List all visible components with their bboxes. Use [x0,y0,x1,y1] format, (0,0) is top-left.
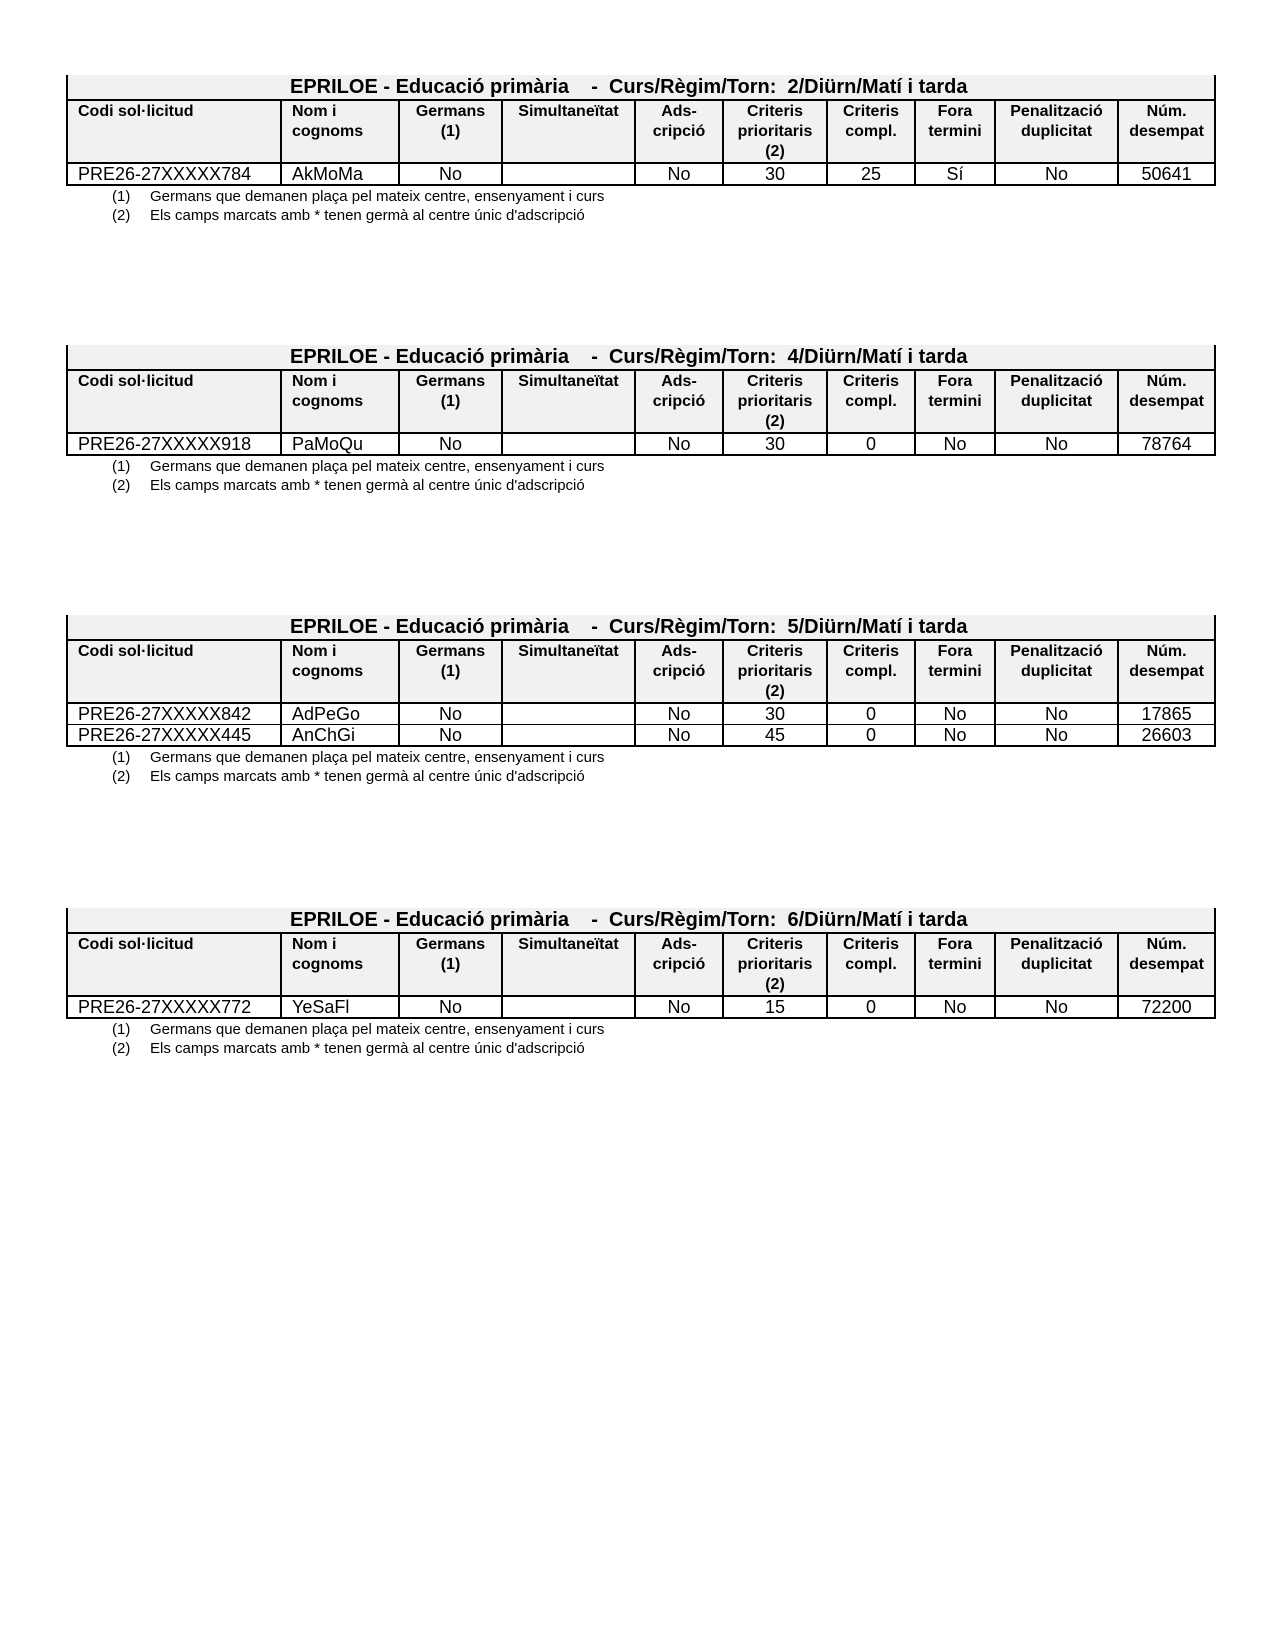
table-title: EPRILOE - Educació primària - Curs/Règim/Torn: 5/Diürn/Matí i tarda [67,615,1215,640]
cell-simultaneitat [502,996,635,1018]
cell-criteris-prioritaris: 15 [723,996,827,1018]
col-header-simultaneitat: Simultaneïtat [502,100,635,163]
table-row [67,996,1215,1018]
footnote-2: (2) Els camps marcats amb * tenen germà al centre únic d'adscripció [112,1040,585,1057]
cell-adscripcio: No [635,725,723,747]
cell-fora-termini: No [915,996,995,1018]
cell-germans: No [399,703,502,725]
col-header-germans: Germans (1) [399,100,502,163]
cell-adscripcio: No [635,996,723,1018]
cell-simultaneitat [502,703,635,725]
table-block-2 [66,345,1214,495]
footnotes [66,1020,1214,1058]
cell-fora-termini: No [915,703,995,725]
col-header-desempat: Núm. desempat [1118,100,1215,163]
cell-criteris-compl: 0 [827,703,915,725]
col-header-penalitzacio: Penalització duplicitat [995,100,1118,163]
col-header-codi: Codi sol·licitud [67,100,281,163]
cell-nom: AdPeGo [281,703,399,725]
col-header-criteris-compl: Criteris compl. [827,933,915,996]
cell-criteris-compl: 0 [827,996,915,1018]
col-header-fora-termini: Fora termini [915,100,995,163]
col-header-simultaneitat: Simultaneïtat [502,933,635,996]
cell-penalitzacio: No [995,433,1118,455]
cell-criteris-prioritaris: 45 [723,725,827,747]
cell-criteris-compl: 0 [827,725,915,747]
col-header-penalitzacio: Penalització duplicitat [995,640,1118,703]
col-header-codi: Codi sol·licitud [67,640,281,703]
cell-germans: No [399,725,502,747]
col-header-criteris-prioritaris: Criteris prioritaris (2) [723,370,827,433]
table-block-4 [66,908,1214,1058]
footnote-2: (2) Els camps marcats amb * tenen germà al centre únic d'adscripció [112,768,585,785]
col-header-criteris-compl: Criteris compl. [827,640,915,703]
col-header-adscripcio: Ads- cripció [635,933,723,996]
cell-adscripcio: No [635,703,723,725]
col-header-nom: Nom i cognoms [281,933,399,996]
footnote-1: (1) Germans que demanen plaça pel mateix centre, ensenyament i curs [112,1021,605,1038]
cell-germans: No [399,163,502,185]
cell-adscripcio: No [635,163,723,185]
col-header-criteris-prioritaris: Criteris prioritaris (2) [723,100,827,163]
applications-table [66,345,1216,456]
col-header-criteris-compl: Criteris compl. [827,100,915,163]
footnote-1: (1) Germans que demanen plaça pel mateix centre, ensenyament i curs [112,458,605,475]
cell-nom: AnChGi [281,725,399,747]
cell-simultaneitat [502,725,635,747]
cell-simultaneitat [502,163,635,185]
col-header-codi: Codi sol·licitud [67,933,281,996]
col-header-codi: Codi sol·licitud [67,370,281,433]
col-header-nom: Nom i cognoms [281,370,399,433]
table-row [67,433,1215,455]
cell-criteris-compl: 25 [827,163,915,185]
footnote-2: (2) Els camps marcats amb * tenen germà al centre únic d'adscripció [112,207,585,224]
col-header-germans: Germans (1) [399,933,502,996]
col-header-desempat: Núm. desempat [1118,370,1215,433]
cell-penalitzacio: No [995,996,1118,1018]
cell-desempat: 78764 [1118,433,1215,455]
cell-adscripcio: No [635,433,723,455]
cell-fora-termini: Sí [915,163,995,185]
cell-nom: YeSaFl [281,996,399,1018]
cell-germans: No [399,433,502,455]
col-header-desempat: Núm. desempat [1118,640,1215,703]
cell-criteris-prioritaris: 30 [723,163,827,185]
col-header-nom: Nom i cognoms [281,100,399,163]
table-title: EPRILOE - Educació primària - Curs/Règim/Torn: 6/Diürn/Matí i tarda [67,908,1215,933]
col-header-germans: Germans (1) [399,640,502,703]
footnotes [66,748,1214,786]
cell-penalitzacio: No [995,725,1118,747]
applications-table [66,75,1216,186]
col-header-fora-termini: Fora termini [915,933,995,996]
col-header-germans: Germans (1) [399,370,502,433]
cell-criteris-prioritaris: 30 [723,703,827,725]
cell-codi: PRE26-27XXXXX842 [67,703,281,725]
cell-nom: AkMoMa [281,163,399,185]
col-header-penalitzacio: Penalització duplicitat [995,370,1118,433]
col-header-simultaneitat: Simultaneïtat [502,640,635,703]
footnotes [66,457,1214,495]
applications-table [66,908,1216,1019]
cell-codi: PRE26-27XXXXX445 [67,725,281,747]
col-header-adscripcio: Ads- cripció [635,640,723,703]
cell-nom: PaMoQu [281,433,399,455]
cell-desempat: 17865 [1118,703,1215,725]
table-row [67,725,1215,747]
cell-desempat: 26603 [1118,725,1215,747]
footnote-1: (1) Germans que demanen plaça pel mateix centre, ensenyament i curs [112,749,605,766]
col-header-criteris-compl: Criteris compl. [827,370,915,433]
cell-fora-termini: No [915,725,995,747]
col-header-criteris-prioritaris: Criteris prioritaris (2) [723,933,827,996]
cell-penalitzacio: No [995,163,1118,185]
table-row [67,703,1215,725]
col-header-nom: Nom i cognoms [281,640,399,703]
col-header-criteris-prioritaris: Criteris prioritaris (2) [723,640,827,703]
cell-simultaneitat [502,433,635,455]
applications-table [66,615,1216,747]
table-title: EPRILOE - Educació primària - Curs/Règim/Torn: 2/Diürn/Matí i tarda [67,75,1215,100]
footnotes [66,187,1214,225]
col-header-simultaneitat: Simultaneïtat [502,370,635,433]
cell-codi: PRE26-27XXXXX772 [67,996,281,1018]
cell-codi: PRE26-27XXXXX784 [67,163,281,185]
table-row [67,163,1215,185]
col-header-fora-termini: Fora termini [915,640,995,703]
footnote-1: (1) Germans que demanen plaça pel mateix centre, ensenyament i curs [112,188,605,205]
table-block-3 [66,615,1214,786]
cell-criteris-prioritaris: 30 [723,433,827,455]
col-header-penalitzacio: Penalització duplicitat [995,933,1118,996]
col-header-adscripcio: Ads- cripció [635,100,723,163]
cell-desempat: 72200 [1118,996,1215,1018]
cell-codi: PRE26-27XXXXX918 [67,433,281,455]
cell-criteris-compl: 0 [827,433,915,455]
table-title: EPRILOE - Educació primària - Curs/Règim/Torn: 4/Diürn/Matí i tarda [67,345,1215,370]
col-header-fora-termini: Fora termini [915,370,995,433]
cell-fora-termini: No [915,433,995,455]
col-header-desempat: Núm. desempat [1118,933,1215,996]
cell-penalitzacio: No [995,703,1118,725]
footnote-2: (2) Els camps marcats amb * tenen germà al centre únic d'adscripció [112,477,585,494]
cell-desempat: 50641 [1118,163,1215,185]
table-block-1 [66,75,1214,225]
col-header-adscripcio: Ads- cripció [635,370,723,433]
cell-germans: No [399,996,502,1018]
